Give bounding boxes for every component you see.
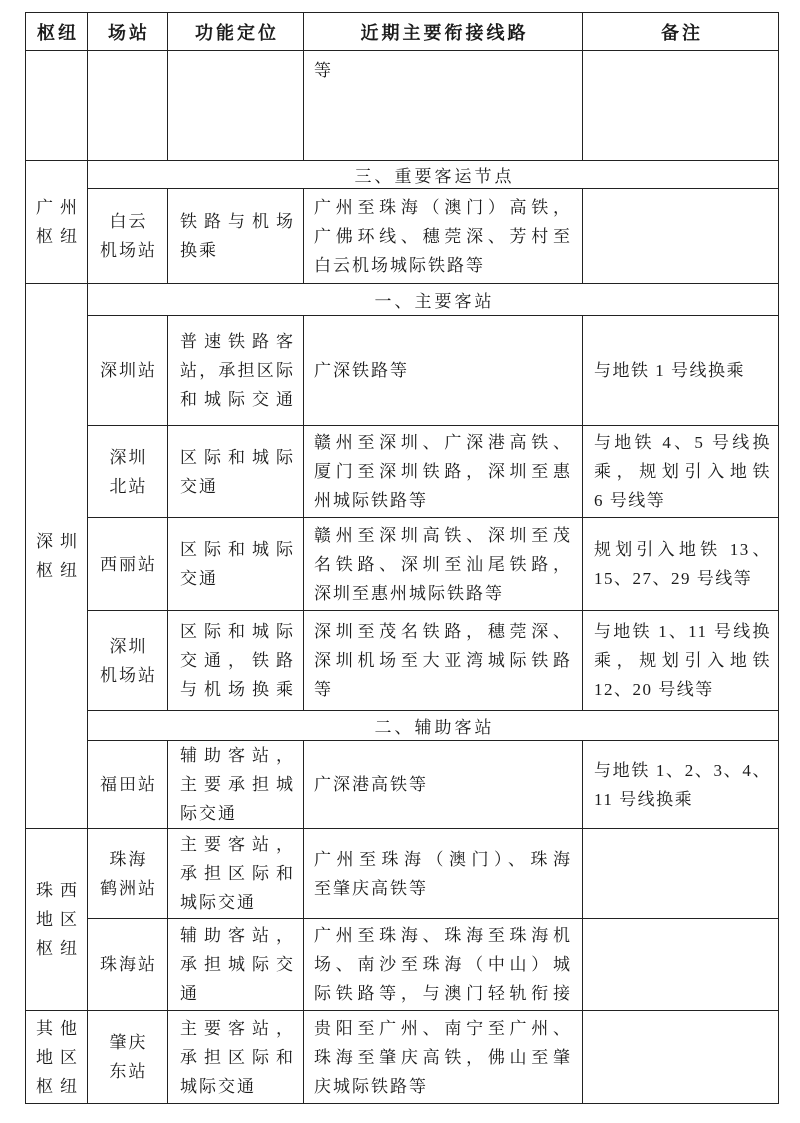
cell-text-line: 承担城际交 bbox=[180, 955, 295, 974]
section-heading: 二、辅助客站 bbox=[88, 711, 779, 741]
cell-text-line: 12、20 号线等 bbox=[594, 680, 714, 699]
lines-cell bbox=[304, 51, 583, 161]
hub-cell bbox=[26, 161, 88, 284]
cell-text-line: 站，承担区际 bbox=[180, 361, 295, 380]
cell-text-line: 15、27、29 号线等 bbox=[594, 569, 753, 588]
cell-text-line: 11 号线换乘 bbox=[594, 789, 694, 809]
header-station: 场站 bbox=[88, 13, 168, 51]
remarks-cell bbox=[583, 51, 779, 161]
remarks-cell bbox=[583, 611, 779, 711]
cell-text-line: 乘，规划引入地铁 bbox=[594, 462, 771, 481]
station-cell bbox=[88, 426, 168, 518]
cell-text-line: 鹤洲站 bbox=[100, 878, 157, 898]
cell-text-line: 与地铁 1、11 号线换 bbox=[594, 622, 771, 641]
lines-cell bbox=[304, 316, 583, 426]
cell-text-line: 深圳至茂名铁路，穗莞深、 bbox=[314, 622, 572, 641]
cell-text-line: 白云 bbox=[109, 212, 148, 231]
cell-text-line: 广州至珠海（澳门）高铁， bbox=[314, 197, 572, 217]
lines-cell bbox=[304, 1011, 583, 1104]
hub-station-table bbox=[25, 12, 779, 1104]
remarks-cell bbox=[583, 1011, 779, 1104]
cell-text-line: 机场站 bbox=[100, 665, 157, 685]
cell-text-line: 厦门至深圳铁路，深圳至惠 bbox=[314, 462, 572, 481]
lines-cell bbox=[304, 426, 583, 518]
cell-text-line: 州城际铁路等 bbox=[314, 491, 428, 510]
station-cell bbox=[88, 741, 168, 829]
header-function: 功能定位 bbox=[168, 13, 304, 51]
cell-text-line: 珠海 bbox=[109, 849, 148, 869]
cell-text-line: 机场站 bbox=[100, 241, 157, 260]
cell-text-line: 广深港高铁等 bbox=[314, 775, 428, 794]
cell-text-line: 城际交通 bbox=[180, 1076, 256, 1096]
cell-text-line: 珠海站 bbox=[100, 955, 157, 974]
station-row bbox=[26, 426, 779, 518]
station-cell bbox=[88, 611, 168, 711]
remarks-cell bbox=[583, 426, 779, 518]
cell-text-line: 深圳机场至大亚湾城际铁路 bbox=[314, 651, 572, 670]
station-cell bbox=[88, 189, 168, 284]
cell-text-line: 西丽站 bbox=[100, 554, 157, 574]
table-header bbox=[26, 13, 779, 51]
hub-cell bbox=[26, 284, 88, 829]
cell-text-line: 和城际交通 bbox=[180, 390, 295, 409]
cell-text-line: 广州至珠海、珠海至珠海机 bbox=[314, 926, 572, 945]
cell-text-line: 与地铁 1、2、3、4、 bbox=[594, 760, 771, 780]
station-row bbox=[26, 741, 779, 829]
station-row bbox=[26, 316, 779, 426]
section-row bbox=[26, 711, 779, 741]
function-cell bbox=[168, 316, 304, 426]
cell-text-line: 北站 bbox=[109, 476, 148, 496]
cell-text-line: 其他 bbox=[36, 1018, 84, 1038]
remarks-cell bbox=[583, 316, 779, 426]
cell-text-line: 枢纽 bbox=[36, 1076, 84, 1096]
section-row bbox=[26, 284, 779, 316]
cell-text-line: 枢纽 bbox=[36, 227, 84, 246]
station-row bbox=[26, 1011, 779, 1104]
remarks-cell bbox=[583, 189, 779, 284]
header-remarks: 备注 bbox=[583, 13, 779, 51]
cell-text-line: 名铁路、深圳至汕尾铁路， bbox=[314, 554, 572, 574]
cell-text-line: 广佛环线、穗莞深、芳村至 bbox=[314, 226, 572, 246]
cell-text-line: 赣州至深圳高铁、深圳至茂 bbox=[314, 525, 572, 545]
station-cell bbox=[88, 919, 168, 1011]
cell-text-line: 肇庆 bbox=[109, 1033, 148, 1052]
cell-text-line: 枢纽 bbox=[36, 939, 84, 958]
function-cell bbox=[168, 1011, 304, 1104]
cell-text-line: 交通，铁路 bbox=[180, 651, 295, 670]
cell-text-line: 白云机场城际铁路等 bbox=[314, 255, 485, 275]
cell-text-line: 承担区际和 bbox=[180, 1047, 295, 1067]
station-row bbox=[26, 51, 779, 161]
cell-text-line: 主要客站， bbox=[180, 835, 295, 854]
cell-text-line: 交通 bbox=[180, 476, 218, 496]
cell-text-line: 主要承担城 bbox=[180, 775, 295, 794]
cell-text-line: 地区 bbox=[36, 910, 84, 929]
cell-text-line: 主要客站， bbox=[180, 1018, 295, 1038]
station-row bbox=[26, 518, 779, 611]
cell-text-line: 等 bbox=[314, 680, 333, 699]
cell-text-line: 换乘 bbox=[180, 241, 218, 260]
station-cell bbox=[88, 829, 168, 919]
header-hub: 枢纽 bbox=[26, 13, 88, 51]
station-row bbox=[26, 189, 779, 284]
cell-text-line: 与地铁 1 号线换乘 bbox=[594, 361, 745, 380]
hub-cell bbox=[26, 829, 88, 1011]
hub-cell bbox=[26, 1011, 88, 1104]
header-lines: 近期主要衔接线路 bbox=[304, 13, 583, 51]
cell-text-line: 深圳 bbox=[36, 532, 84, 551]
cell-text-line: 乘，规划引入地铁 bbox=[594, 651, 771, 670]
cell-text-line: 通 bbox=[180, 984, 199, 1003]
cell-text-line: 广深铁路等 bbox=[314, 361, 409, 380]
function-cell bbox=[168, 741, 304, 829]
cell-text-line: 区际和城际 bbox=[180, 622, 295, 641]
lines-cell bbox=[304, 829, 583, 919]
section-heading: 一、主要客站 bbox=[88, 284, 779, 316]
lines-cell bbox=[304, 919, 583, 1011]
station-row bbox=[26, 611, 779, 711]
cell-text-line: 承担区际和 bbox=[180, 864, 295, 883]
cell-text-line: 珠海至肇庆高铁，佛山至肇 bbox=[314, 1047, 572, 1067]
cell-text-line: 际铁路等，与澳门轻轨衔接 bbox=[314, 984, 572, 1003]
function-cell bbox=[168, 426, 304, 518]
cell-text-line: 辅助客站， bbox=[180, 926, 295, 945]
cell-text-line: 际交通 bbox=[180, 804, 237, 823]
cell-text-line: 庆城际铁路等 bbox=[314, 1076, 428, 1096]
cell-text-line: 深圳 bbox=[109, 447, 148, 467]
cell-text-line: 区际和城际 bbox=[180, 540, 295, 559]
cell-text-line: 赣州至深圳、广深港高铁、 bbox=[314, 433, 572, 452]
lines-cell bbox=[304, 518, 583, 611]
function-cell bbox=[168, 829, 304, 919]
lines-cell bbox=[304, 611, 583, 711]
table-body bbox=[26, 51, 779, 1104]
section-row bbox=[26, 161, 779, 189]
cell-text-line: 广州 bbox=[36, 198, 84, 217]
station-row bbox=[26, 919, 779, 1011]
cell-text-line: 枢纽 bbox=[36, 561, 84, 580]
cell-text-line: 区际和城际 bbox=[180, 447, 295, 467]
station-cell bbox=[88, 316, 168, 426]
cell-text-line: 福田站 bbox=[100, 775, 157, 794]
cell-text-line: 铁路与机场 bbox=[180, 212, 295, 231]
function-cell bbox=[168, 51, 304, 161]
lines-cell bbox=[304, 741, 583, 829]
cell-text-line: 场、南沙至珠海（中山）城 bbox=[314, 955, 572, 974]
remarks-cell bbox=[583, 518, 779, 611]
station-row bbox=[26, 829, 779, 919]
cell-text-line: 与机场换乘 bbox=[180, 680, 295, 699]
cell-text-line: 与地铁 4、5 号线换 bbox=[594, 433, 771, 452]
station-cell bbox=[88, 51, 168, 161]
remarks-cell bbox=[583, 741, 779, 829]
cell-text-line: 城际交通 bbox=[180, 893, 256, 912]
lines-cell bbox=[304, 189, 583, 284]
cell-text-line: 等 bbox=[314, 61, 333, 80]
remarks-cell bbox=[583, 919, 779, 1011]
station-cell bbox=[88, 518, 168, 611]
function-cell bbox=[168, 518, 304, 611]
cell-text-line: 辅助客站， bbox=[180, 746, 295, 765]
cell-text-line: 深圳站 bbox=[100, 361, 157, 380]
hub-cell bbox=[26, 51, 88, 161]
cell-text-line: 规划引入地铁 13、 bbox=[594, 540, 771, 559]
cell-text-line: 深圳至惠州城际铁路等 bbox=[314, 583, 504, 603]
cell-text-line: 普速铁路客 bbox=[180, 332, 295, 351]
cell-text-line: 深圳 bbox=[109, 636, 148, 656]
cell-text-line: 广州至珠海（澳门）、珠海 bbox=[314, 849, 572, 869]
function-cell bbox=[168, 919, 304, 1011]
station-cell bbox=[88, 1011, 168, 1104]
cell-text-line: 交通 bbox=[180, 569, 218, 588]
remarks-cell bbox=[583, 829, 779, 919]
function-cell bbox=[168, 611, 304, 711]
cell-text-line: 地区 bbox=[36, 1047, 84, 1067]
cell-text-line: 珠西 bbox=[36, 881, 84, 900]
cell-text-line: 贵阳至广州、南宁至广州、 bbox=[314, 1018, 572, 1038]
function-cell bbox=[168, 189, 304, 284]
section-heading: 三、重要客运节点 bbox=[88, 161, 779, 189]
cell-text-line: 6 号线等 bbox=[594, 491, 666, 510]
cell-text-line: 至肇庆高铁等 bbox=[314, 878, 428, 898]
header-row bbox=[26, 13, 779, 51]
cell-text-line: 东站 bbox=[109, 1062, 148, 1081]
